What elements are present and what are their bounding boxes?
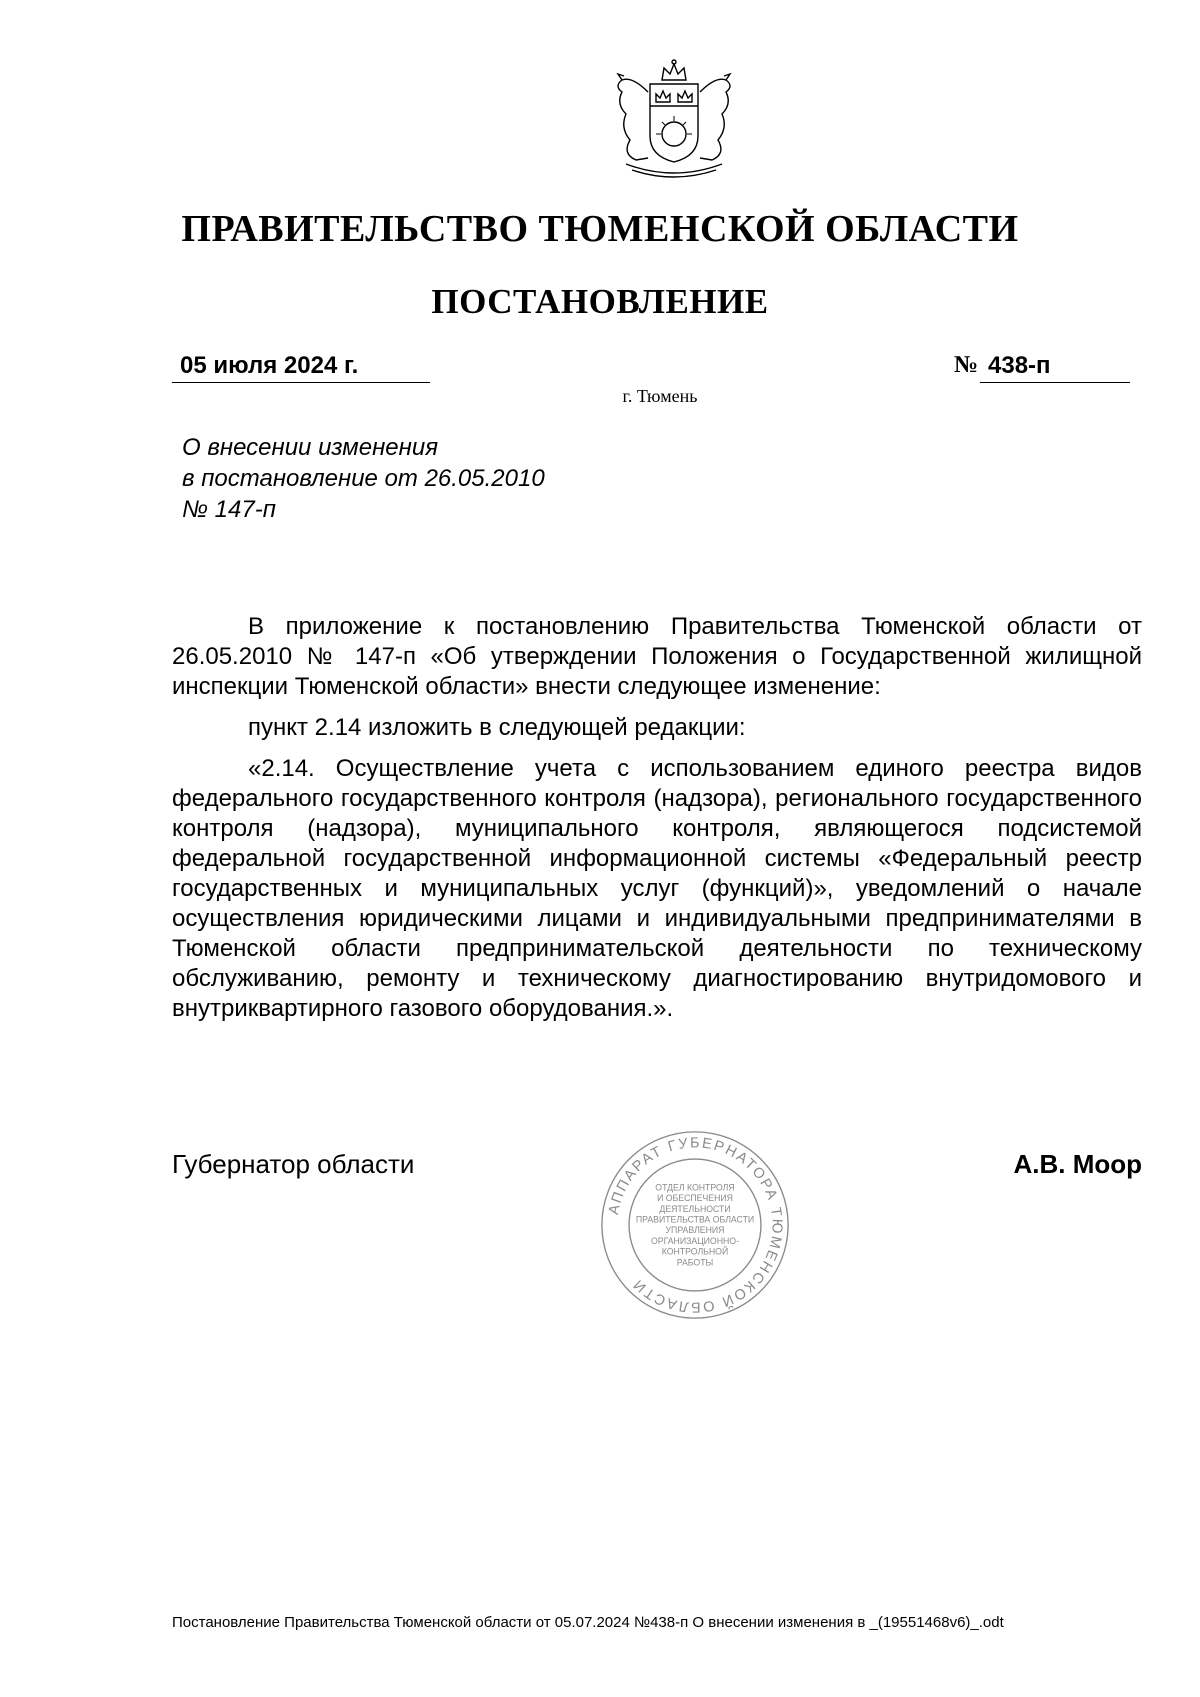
stamp-inner-line: КОНТРОЛЬНОЙ (661, 1246, 729, 1257)
city-name: г. Тюмень (622, 386, 698, 406)
stamp-inner-line: УПРАВЛЕНИЯ (665, 1225, 725, 1236)
footer-filename: Постановление Правительства Тюменской области от 05.07.2024 №438-п О внесении изменения в _(19551468v6)_.odt (172, 1614, 1004, 1631)
official-stamp (598, 1128, 792, 1322)
document-date: 05 июля 2024 г. (180, 352, 359, 379)
document-date-field (172, 352, 430, 383)
document-number-field (980, 352, 1130, 383)
stamp-inner-line: И ОБЕСПЕЧЕНИЯ (657, 1193, 733, 1204)
signatory-role: Губернатор области (172, 1149, 415, 1179)
subject-line: № 147-п (182, 496, 276, 523)
coat-of-arms-icon (592, 58, 756, 184)
signatory-name: А.В. Моор (1013, 1149, 1142, 1179)
body-paragraph: «2.14. Осуществление учета с использованием единого реестра видов федерального государственного контроля (надзора), регионального государственного контроля (надзора), муниципального контроля, являющегося подсистемой федеральной государственной информационной системы «Федеральный реестр государственных и муниципальных услуг (функций)», уведомлений о начале осуществления юридическими лицами и индивидуальными предпринимателями в Тюменской области предпринимательской деятельности по техническому обслуживанию, ремонту и техническому диагностированию внутридомового и внутриквартирного газового оборудования.». (172, 755, 1142, 1022)
body-paragraph: пункт 2.14 изложить в следующей редакции: (248, 714, 746, 741)
number-label: № (954, 352, 979, 378)
subject-line: в постановление от 26.05.2010 (182, 465, 545, 492)
stamp-inner-line: ПРАВИТЕЛЬСТВА ОБЛАСТИ (635, 1214, 755, 1225)
stamp-inner-line: ОТДЕЛ КОНТРОЛЯ (655, 1182, 735, 1193)
organization-title: ПРАВИТЕЛЬСТВО ТЮМЕНСКОЙ ОБЛАСТИ (181, 208, 1019, 250)
stamp-inner-line: ОРГАНИЗАЦИОННО- (651, 1235, 739, 1246)
body-paragraph: В приложение к постановлению Правительства Тюменской области от 26.05.2010 № 147-п «Об утверждении Положения о Государственной жилищной инспекции Тюменской области» внести следующее изменение: (172, 613, 1142, 700)
document-number: 438-п (988, 352, 1051, 379)
document-body (172, 612, 1142, 1024)
stamp-inner-line: ДЕЯТЕЛЬНОСТИ (659, 1203, 731, 1214)
document-type-title: ПОСТАНОВЛЕНИЕ (431, 282, 769, 321)
document-subject (182, 432, 545, 525)
stamp-inner-line: РАБОТЫ (676, 1257, 714, 1268)
stamp-outer-text: АППАРАТ ГУБЕРНАТОРА ТЮМЕНСКОЙ ОБЛАСТИ (606, 1135, 785, 1315)
subject-line: О внесении изменения (182, 434, 439, 461)
